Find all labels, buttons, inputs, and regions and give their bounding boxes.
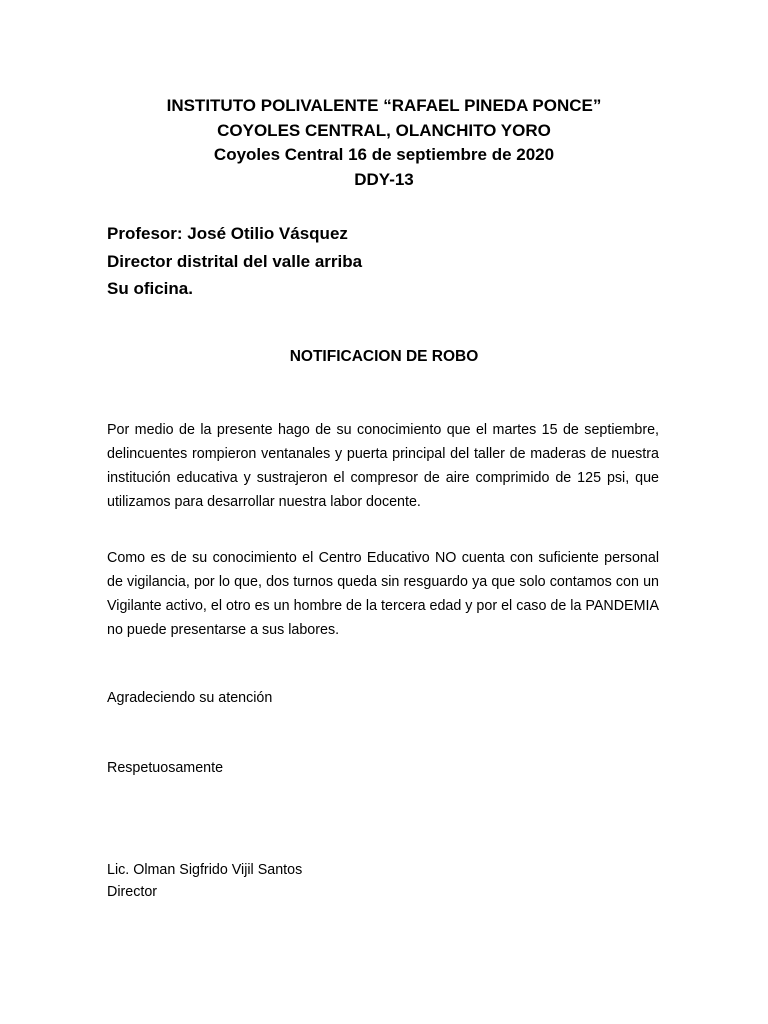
recipient-name: Profesor: José Otilio Vásquez [107,224,348,243]
body-paragraph-2: Como es de su conocimiento el Centro Educativo NO cuenta con suficiente personal de vigilancia, por lo que, dos turnos queda sin resguardo ya que solo contamos con un Vigilante activo, el otro es un hombre de la tercera edad y por el caso de la PANDEMIA no puede presentarse a sus labores. [107,550,659,638]
letter-subject: NOTIFICACION DE ROBO [289,348,479,365]
signer-title: Director [107,884,158,900]
letter-date: Coyoles Central 16 de septiembre de 2020 [213,145,555,164]
recipient-position: Director distrital del valle arriba [107,251,363,271]
signer-name: Lic. Olman Sigfrido Vijil Santos [107,862,303,878]
regards-line: Respetuosamente [107,760,224,776]
closing-line: Agradeciendo su atención [107,690,273,706]
letter-header [0,94,768,192]
institution-name: INSTITUTO POLIVALENTE “RAFAEL PINEDA PONCE” [166,96,602,115]
recipient-block [107,220,362,303]
body-paragraph-1: Por medio de la presente hago de su conocimiento que el martes 15 de septiembre, delincuentes rompieron ventanales y puerta principal del taller de maderas de nuestra institución educativa y sustrajeron el compresor de aire comprimido de 125 psi, que utilizamos para desarrollar nuestra labor docente. [107,422,659,510]
reference-code: DDY-13 [354,169,414,189]
recipient-office: Su oficina. [107,279,193,298]
institution-location: COYOLES CENTRAL, OLANCHITO YORO [217,120,551,140]
